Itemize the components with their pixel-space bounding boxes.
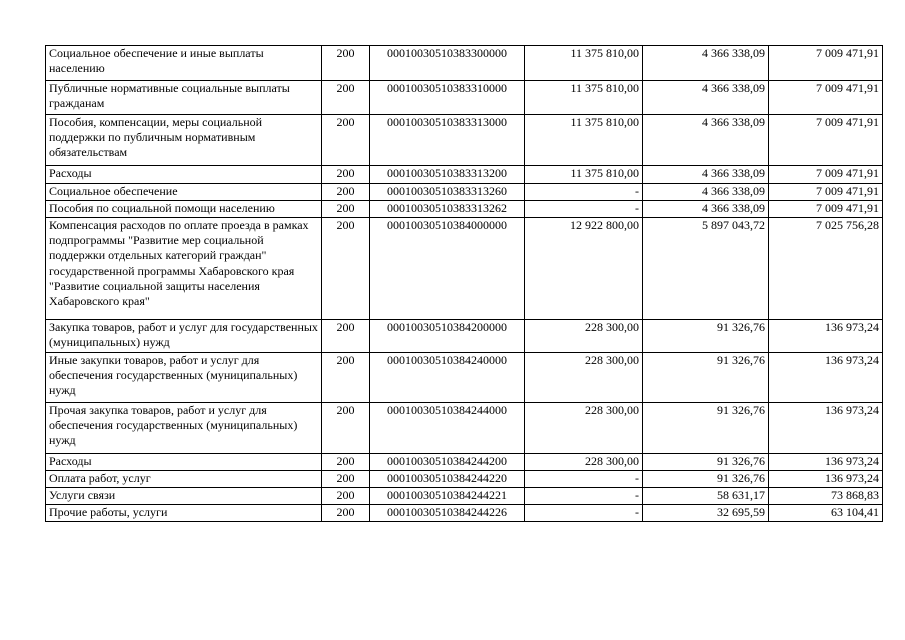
row-name: Социальное обеспечение и иные выплаты населению — [46, 46, 322, 81]
row-rest: 136 973,24 — [769, 353, 883, 403]
row-kbk: 00010030510384200000 — [370, 320, 525, 353]
row-plan: - — [525, 184, 643, 201]
row-kbk: 00010030510384244000 — [370, 403, 525, 454]
table-row — [46, 184, 883, 201]
table-body — [46, 46, 883, 522]
row-name: Пособия по социальной помощи населению — [46, 201, 322, 218]
row-done: 5 897 043,72 — [643, 218, 769, 320]
row-kbk: 00010030510383313262 — [370, 201, 525, 218]
table-row — [46, 505, 883, 522]
row-done: 4 366 338,09 — [643, 81, 769, 115]
table-row — [46, 201, 883, 218]
row-kbk: 00010030510384240000 — [370, 353, 525, 403]
row-rest: 7 009 471,91 — [769, 166, 883, 184]
row-done: 91 326,76 — [643, 403, 769, 454]
table-row — [46, 115, 883, 166]
table-row — [46, 166, 883, 184]
row-done: 91 326,76 — [643, 320, 769, 353]
row-code: 200 — [322, 403, 370, 454]
row-done: 91 326,76 — [643, 353, 769, 403]
row-code: 200 — [322, 166, 370, 184]
row-plan: 228 300,00 — [525, 353, 643, 403]
budget-execution-table — [45, 45, 883, 522]
row-done: 4 366 338,09 — [643, 46, 769, 81]
row-code: 200 — [322, 201, 370, 218]
row-kbk: 00010030510384244200 — [370, 454, 525, 471]
row-kbk: 00010030510384244220 — [370, 471, 525, 488]
row-kbk: 00010030510384244226 — [370, 505, 525, 522]
row-code: 200 — [322, 320, 370, 353]
row-done: 4 366 338,09 — [643, 115, 769, 166]
row-rest: 136 973,24 — [769, 320, 883, 353]
row-code: 200 — [322, 488, 370, 505]
row-rest: 7 009 471,91 — [769, 115, 883, 166]
row-name: Расходы — [46, 166, 322, 184]
row-kbk: 00010030510383313000 — [370, 115, 525, 166]
row-rest: 7 009 471,91 — [769, 81, 883, 115]
row-kbk: 00010030510383313260 — [370, 184, 525, 201]
row-rest: 7 009 471,91 — [769, 201, 883, 218]
row-code: 200 — [322, 184, 370, 201]
row-name: Социальное обеспечение — [46, 184, 322, 201]
row-name: Закупка товаров, работ и услуг для государственных (муниципальных) нужд — [46, 320, 322, 353]
row-plan: 11 375 810,00 — [525, 115, 643, 166]
row-rest: 7 009 471,91 — [769, 184, 883, 201]
row-done: 4 366 338,09 — [643, 201, 769, 218]
row-code: 200 — [322, 505, 370, 522]
row-plan: 228 300,00 — [525, 320, 643, 353]
table-row — [46, 218, 883, 320]
row-plan: 11 375 810,00 — [525, 166, 643, 184]
row-rest: 7 025 756,28 — [769, 218, 883, 320]
row-name: Пособия, компенсации, меры социальной поддержки по публичным нормативным обязательствам — [46, 115, 322, 166]
row-name: Иные закупки товаров, работ и услуг для обеспечения государственных (муниципальных) нужд — [46, 353, 322, 403]
table-row — [46, 454, 883, 471]
table-row — [46, 471, 883, 488]
row-rest: 136 973,24 — [769, 471, 883, 488]
row-kbk: 00010030510383313200 — [370, 166, 525, 184]
row-name: Услуги связи — [46, 488, 322, 505]
row-done: 4 366 338,09 — [643, 184, 769, 201]
row-code: 200 — [322, 353, 370, 403]
row-name: Расходы — [46, 454, 322, 471]
row-code: 200 — [322, 81, 370, 115]
row-kbk: 00010030510383310000 — [370, 81, 525, 115]
table-row — [46, 81, 883, 115]
table-row — [46, 320, 883, 353]
row-name: Прочие работы, услуги — [46, 505, 322, 522]
table-row — [46, 353, 883, 403]
row-rest: 73 868,83 — [769, 488, 883, 505]
row-code: 200 — [322, 218, 370, 320]
row-done: 32 695,59 — [643, 505, 769, 522]
row-code: 200 — [322, 115, 370, 166]
table-row — [46, 403, 883, 454]
row-name: Прочая закупка товаров, работ и услуг для обеспечения государственных (муниципальных) нужд — [46, 403, 322, 454]
row-code: 200 — [322, 454, 370, 471]
table-row — [46, 46, 883, 81]
row-plan: - — [525, 471, 643, 488]
row-name: Оплата работ, услуг — [46, 471, 322, 488]
row-plan: - — [525, 505, 643, 522]
row-name: Компенсация расходов по оплате проезда в рамках подпрограммы "Развитие мер социальной поддержки отдельных категорий граждан" государственной программы Хабаровского края "Развитие социальной защиты населения Хабаровского края" — [46, 218, 322, 320]
row-kbk: 00010030510384000000 — [370, 218, 525, 320]
row-kbk: 00010030510383300000 — [370, 46, 525, 81]
row-name: Публичные нормативные социальные выплаты гражданам — [46, 81, 322, 115]
row-done: 58 631,17 — [643, 488, 769, 505]
row-plan: - — [525, 488, 643, 505]
row-rest: 136 973,24 — [769, 403, 883, 454]
row-code: 200 — [322, 471, 370, 488]
row-done: 4 366 338,09 — [643, 166, 769, 184]
row-rest: 7 009 471,91 — [769, 46, 883, 81]
row-plan: 12 922 800,00 — [525, 218, 643, 320]
row-plan: 228 300,00 — [525, 454, 643, 471]
row-done: 91 326,76 — [643, 454, 769, 471]
row-rest: 136 973,24 — [769, 454, 883, 471]
row-kbk: 00010030510384244221 — [370, 488, 525, 505]
row-plan: 11 375 810,00 — [525, 46, 643, 81]
row-code: 200 — [322, 46, 370, 81]
row-plan: 11 375 810,00 — [525, 81, 643, 115]
row-rest: 63 104,41 — [769, 505, 883, 522]
row-plan: - — [525, 201, 643, 218]
row-plan: 228 300,00 — [525, 403, 643, 454]
row-done: 91 326,76 — [643, 471, 769, 488]
table-row — [46, 488, 883, 505]
